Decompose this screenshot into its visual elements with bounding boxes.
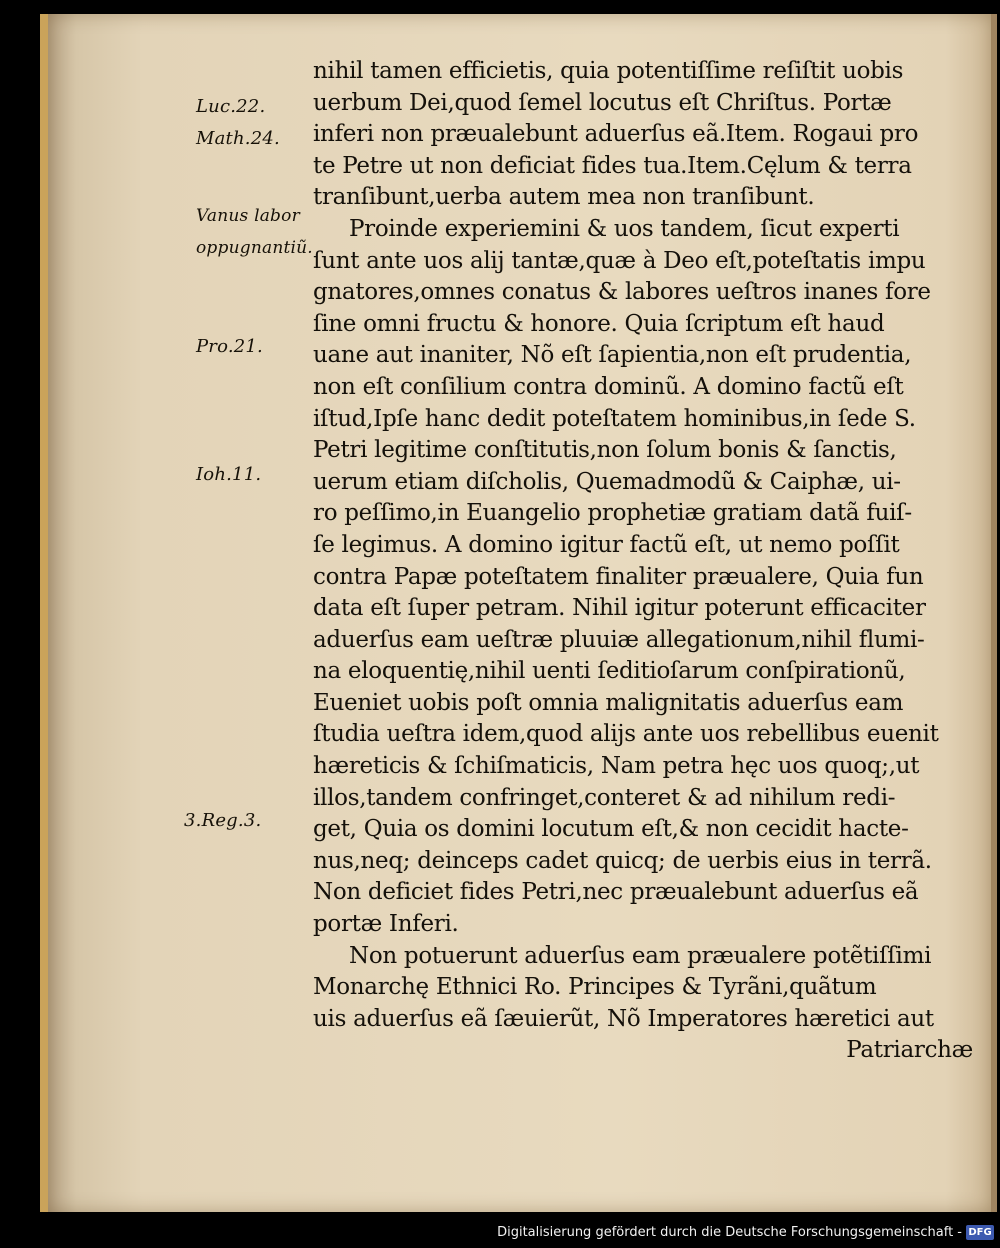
text-line: uane aut inaniter, Nõ eſt ſapientia,non eſt prudentia, xyxy=(313,342,912,369)
text-line: uerbum Dei,quod ſemel locutus eſt Chriſtus. Portæ xyxy=(313,89,892,116)
text-line: te Petre ut non deficiat fides tua.Item.Cęlum & terra xyxy=(313,152,912,179)
main-text xyxy=(313,56,973,1067)
text-line: data eſt ſuper petram. Nihil igitur poterunt efficaciter xyxy=(313,595,926,622)
book-page xyxy=(40,14,993,1212)
text-line: aduerſus eam ueſtræ pluuiæ allegationum,nihil flumi- xyxy=(313,626,925,653)
margin-note-oppugnantium: oppugnantiũ. xyxy=(196,238,313,258)
text-line: tranſibunt,uerba autem mea non tranſibunt. xyxy=(313,184,815,211)
margin-note-ioh: Ioh.11. xyxy=(196,464,262,485)
text-line: Non deficiet fides Petri,nec præualebunt aduerſus eã xyxy=(313,879,919,906)
text-line: na eloquentię,nihil uenti ſeditioſarum conſpirationũ, xyxy=(313,658,906,685)
text-line: Monarchę Ethnici Ro. Principes & Tyrãni,quãtum xyxy=(313,974,877,1001)
text-line: hæreticis & ſchiſmaticis, Nam petra hęc uos quoq;,ut xyxy=(313,753,920,780)
text-line: get, Quia os domini locutum eſt,& non cecidit hacte- xyxy=(313,816,909,843)
text-line: uis aduerſus eã ſæuierũt, Nõ Imperatores hæretici aut xyxy=(313,1005,934,1032)
text-line: ro peſſimo,in Euangelio prophetiæ gratiam datã fuiſ- xyxy=(313,500,912,527)
text-line: Eueniet uobis poſt omnia malignitatis aduerſus eam xyxy=(313,689,904,716)
margin-note-vanus-labor: Vanus labor xyxy=(196,206,300,226)
margin-note-luc: Luc.22. xyxy=(196,96,266,117)
text-line: Proinde experiemini & uos tandem, ſicut experti xyxy=(349,215,900,242)
text-line: Non potuerunt aduerſus eam præualere potẽtiſſimi xyxy=(349,942,932,969)
footer-bar xyxy=(0,1222,1000,1248)
margin-note-math: Math.24. xyxy=(196,128,280,149)
text-line: non eſt conſilium contra dominũ. A domino factũ eſt xyxy=(313,373,904,400)
text-line: illos,tandem confringet,conteret & ad nihilum redi- xyxy=(313,784,896,811)
text-line: Petri legitime conſtitutis,non ſolum bonis & ſanctis, xyxy=(313,437,897,464)
text-line: ſe legimus. A domino igitur factũ eſt, ut nemo poſſit xyxy=(313,531,900,558)
text-line: nihil tamen efficietis, quia potentiſſime reſiſtit uobis xyxy=(313,58,904,84)
catchword: Patriarchæ xyxy=(846,1037,973,1064)
text-line: inferi non præualebunt aduerſus eã.Item. Rogaui pro xyxy=(313,121,919,148)
text-line: ſine omni fructu & honore. Quia ſcriptum eſt haud xyxy=(313,310,885,337)
text-line: gnatores,omnes conatus & labores ueſtros inanes fore xyxy=(313,279,931,306)
text-line: ſunt ante uos alij tantæ,quæ à Deo eſt,poteſtatis impu xyxy=(313,247,926,274)
dfg-logo[interactable]: DFG xyxy=(966,1225,994,1240)
text-line: ſtudia ueſtra idem,quod alijs ante uos rebellibus euenit xyxy=(313,721,939,748)
margin-note-reg: 3.Reg.3. xyxy=(184,810,262,831)
text-line: uerum etiam diſcholis, Quemadmodũ & Caiphæ, ui- xyxy=(313,468,901,495)
margin-note-pro: Pro.21. xyxy=(196,336,263,357)
text-line: iſtud,Ipſe hanc dedit poteſtatem hominibus,in ſede S. xyxy=(313,405,916,432)
text-line: portæ Inferi. xyxy=(313,911,459,938)
text-line: nus,neq; deinceps cadet quicq; de uerbis eius in terrã. xyxy=(313,847,932,874)
text-line: contra Papæ poteſtatem finaliter præualere, Quia fun xyxy=(313,563,924,590)
funding-credit: Digitalisierung gefördert durch die Deutsche Forschungsgemeinschaft - xyxy=(497,1225,962,1240)
